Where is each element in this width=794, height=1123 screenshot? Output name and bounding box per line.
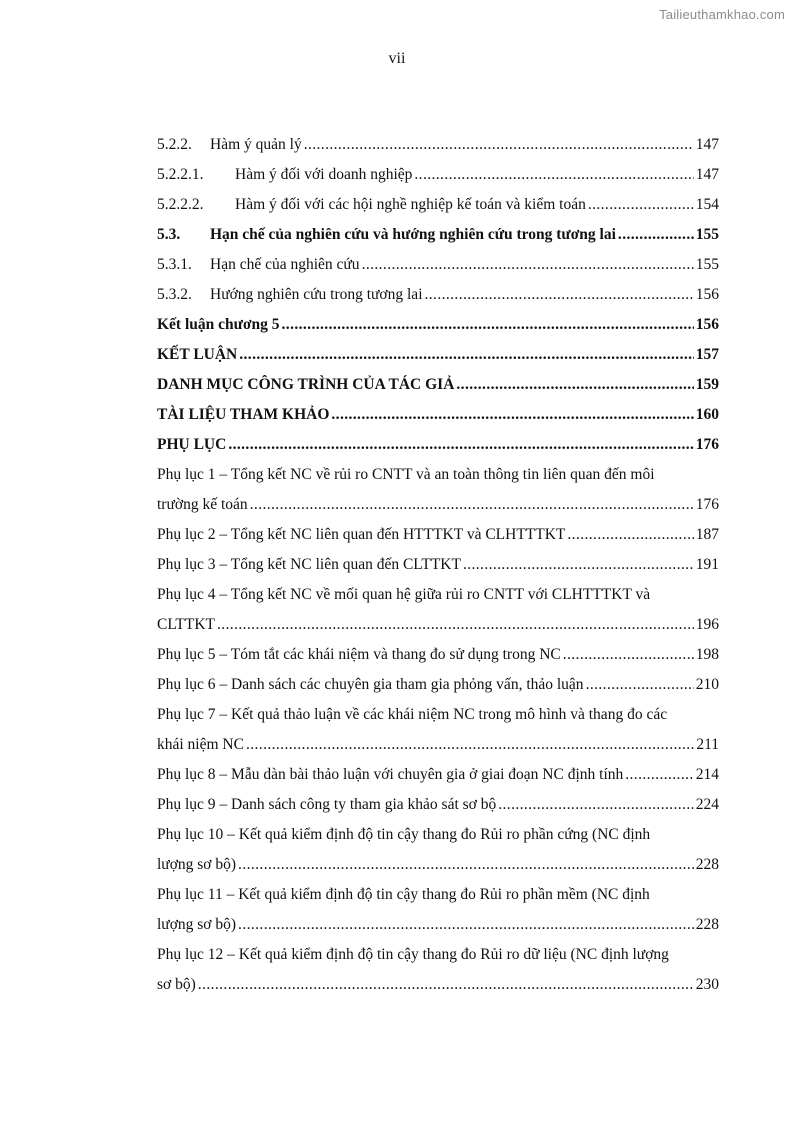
toc-entry[interactable] — [157, 670, 719, 700]
dot-leader — [563, 640, 694, 670]
dot-leader — [246, 730, 694, 760]
dot-leader — [250, 490, 694, 520]
dot-leader — [425, 280, 694, 310]
dot-leader — [586, 670, 694, 700]
dot-leader — [362, 250, 694, 280]
dot-leader — [498, 790, 694, 820]
dot-leader — [198, 970, 694, 1000]
toc-entry-page: 156 — [695, 286, 719, 303]
dot-leader — [238, 910, 694, 940]
toc-entry-page: 198 — [695, 646, 719, 663]
toc-entry-page: 228 — [695, 856, 719, 873]
toc-entry-line1[interactable] — [157, 700, 719, 730]
dot-leader — [463, 550, 694, 580]
dot-leader — [282, 310, 694, 340]
toc-entry-title: Hạn chế của nghiên cứu và hướng nghiên cứu trong tương lai — [210, 226, 616, 243]
toc-entry-title: PHỤ LỤC — [157, 436, 227, 453]
toc-entry[interactable] — [157, 430, 719, 460]
toc-entry-title: Hàm ý quản lý — [210, 136, 302, 153]
dot-leader — [625, 760, 694, 790]
toc-entry-line2[interactable] — [157, 730, 719, 760]
toc-entry-page: 176 — [695, 496, 719, 513]
dot-leader — [456, 370, 693, 400]
toc-entry-title: KẾT LUẬN — [157, 346, 238, 363]
toc-entry-line2[interactable] — [157, 970, 719, 1000]
toc-entry[interactable] — [157, 160, 719, 190]
toc-entry-title-cont: khái niệm NC — [157, 736, 244, 753]
toc-entry-title: Hướng nghiên cứu trong tương lai — [210, 286, 423, 303]
toc-entry-page: 210 — [695, 676, 719, 693]
toc-entry[interactable] — [157, 400, 719, 430]
dot-leader — [331, 400, 693, 430]
toc-entry-title: Phụ lục 5 – Tóm tắt các khái niệm và thang đo sử dụng trong NC — [157, 646, 561, 663]
toc-entry-title-cont: lượng sơ bộ) — [157, 856, 237, 873]
toc-entry-title: Phụ lục 8 – Mẫu dàn bài thảo luận với chuyên gia ở giai đoạn NC định tính — [157, 766, 624, 783]
toc-entry-page: 159 — [695, 376, 719, 393]
toc-entry-page: 155 — [695, 256, 719, 273]
toc-entry-title: Phụ lục 3 – Tổng kết NC liên quan đến CLTTKT — [157, 556, 461, 573]
toc-entry[interactable] — [157, 340, 719, 370]
toc-entry-title-cont: trường kế toán — [157, 496, 248, 513]
toc-entry-number: 5.2.2. — [157, 136, 192, 153]
dot-leader — [567, 520, 693, 550]
toc-entry-title-cont: CLTTKT — [157, 616, 215, 633]
toc-entry[interactable] — [157, 640, 719, 670]
toc-entry-title: Phụ lục 11 – Kết quả kiểm định độ tin cậy thang đo Rủi ro phần mềm (NC định — [157, 886, 650, 903]
toc-entry[interactable] — [157, 760, 719, 790]
toc-entry-number: 5.2.2.2. — [157, 196, 204, 213]
toc-entry-line1[interactable] — [157, 820, 719, 850]
dot-leader — [238, 850, 694, 880]
toc-entry[interactable] — [157, 250, 719, 280]
toc-entry-line1[interactable] — [157, 940, 719, 970]
toc-entry-title: Hạn chế của nghiên cứu — [210, 256, 360, 273]
toc-entry-page: 191 — [695, 556, 719, 573]
toc-entry-page: 147 — [695, 166, 719, 183]
toc-entry-title: Phụ lục 9 – Danh sách công ty tham gia khảo sát sơ bộ — [157, 796, 497, 813]
toc-entry-title: Phụ lục 2 – Tổng kết NC liên quan đến HTTTKT và CLHTTTKT — [157, 526, 566, 543]
toc-entry-page: 176 — [695, 436, 719, 453]
dot-leader — [217, 610, 694, 640]
toc-entry-page: 196 — [695, 616, 719, 633]
toc-entry-number: 5.2.2.1. — [157, 166, 204, 183]
toc-entry-line2[interactable] — [157, 610, 719, 640]
toc-entry-page: 224 — [695, 796, 719, 813]
toc-entry-title-cont: lượng sơ bộ) — [157, 916, 237, 933]
dot-leader — [304, 130, 694, 160]
toc-entry-line2[interactable] — [157, 490, 719, 520]
toc-entry-page: 147 — [695, 136, 719, 153]
toc-entry-page: 155 — [695, 226, 719, 243]
toc-entry-line1[interactable] — [157, 880, 719, 910]
toc-entry-title: Kết luận chương 5 — [157, 316, 280, 333]
toc-entry-title: Phụ lục 6 – Danh sách các chuyên gia tham gia phỏng vấn, thảo luận — [157, 676, 584, 693]
table-of-contents — [157, 130, 719, 1000]
toc-entry[interactable] — [157, 550, 719, 580]
toc-entry-title: Phụ lục 7 – Kết quả thảo luận về các khái niệm NC trong mô hình và thang đo các — [157, 706, 668, 723]
toc-entry-line1[interactable] — [157, 460, 719, 490]
toc-entry-title: Phụ lục 12 – Kết quả kiểm định độ tin cậy thang đo Rủi ro dữ liệu (NC định lượng — [157, 946, 669, 963]
toc-entry[interactable] — [157, 370, 719, 400]
toc-entry-title: TÀI LIỆU THAM KHẢO — [157, 406, 330, 423]
dot-leader — [414, 160, 693, 190]
toc-entry-title: Phụ lục 10 – Kết quả kiểm định độ tin cậy thang đo Rủi ro phần cứng (NC định — [157, 826, 651, 843]
toc-entry-page: 156 — [695, 316, 719, 333]
toc-entry-page: 157 — [695, 346, 719, 363]
toc-entry[interactable] — [157, 130, 719, 160]
toc-entry-page: 230 — [695, 976, 719, 993]
toc-entry[interactable] — [157, 520, 719, 550]
toc-entry-page: 211 — [696, 736, 719, 753]
toc-entry-title: Hàm ý đối với doanh nghiệp — [235, 166, 413, 183]
toc-entry[interactable] — [157, 190, 719, 220]
toc-entry-page: 160 — [695, 406, 719, 423]
toc-entry-number: 5.3. — [157, 226, 181, 243]
toc-entry-page: 214 — [695, 766, 719, 783]
dot-leader — [228, 430, 693, 460]
toc-entry-number: 5.3.2. — [157, 286, 192, 303]
toc-entry-page: 154 — [695, 196, 719, 213]
toc-entry-title: Phụ lục 1 – Tổng kết NC về rủi ro CNTT và an toàn thông tin liên quan đến môi — [157, 466, 655, 483]
toc-entry-line1[interactable] — [157, 580, 719, 610]
page-number: vii — [388, 50, 406, 67]
toc-entry-line2[interactable] — [157, 910, 719, 940]
toc-entry-title: Hàm ý đối với các hội nghề nghiệp kế toán và kiểm toán — [235, 196, 586, 213]
toc-entry-line2[interactable] — [157, 850, 719, 880]
toc-entry-title: DANH MỤC CÔNG TRÌNH CỦA TÁC GIẢ — [157, 376, 455, 393]
dot-leader — [588, 190, 694, 220]
toc-entry-page: 187 — [695, 526, 719, 543]
dot-leader — [618, 220, 694, 250]
toc-entry[interactable] — [157, 310, 719, 340]
toc-entry-title-cont: sơ bộ) — [157, 976, 196, 993]
watermark: Tailieuthamkhao.com — [659, 7, 785, 22]
dot-leader — [239, 340, 694, 370]
toc-entry[interactable] — [157, 220, 719, 250]
toc-entry[interactable] — [157, 790, 719, 820]
toc-entry[interactable] — [157, 280, 719, 310]
toc-entry-title: Phụ lục 4 – Tổng kết NC về mối quan hệ giữa rủi ro CNTT với CLHTTTKT và — [157, 586, 651, 603]
toc-entry-number: 5.3.1. — [157, 256, 192, 273]
toc-entry-page: 228 — [695, 916, 719, 933]
